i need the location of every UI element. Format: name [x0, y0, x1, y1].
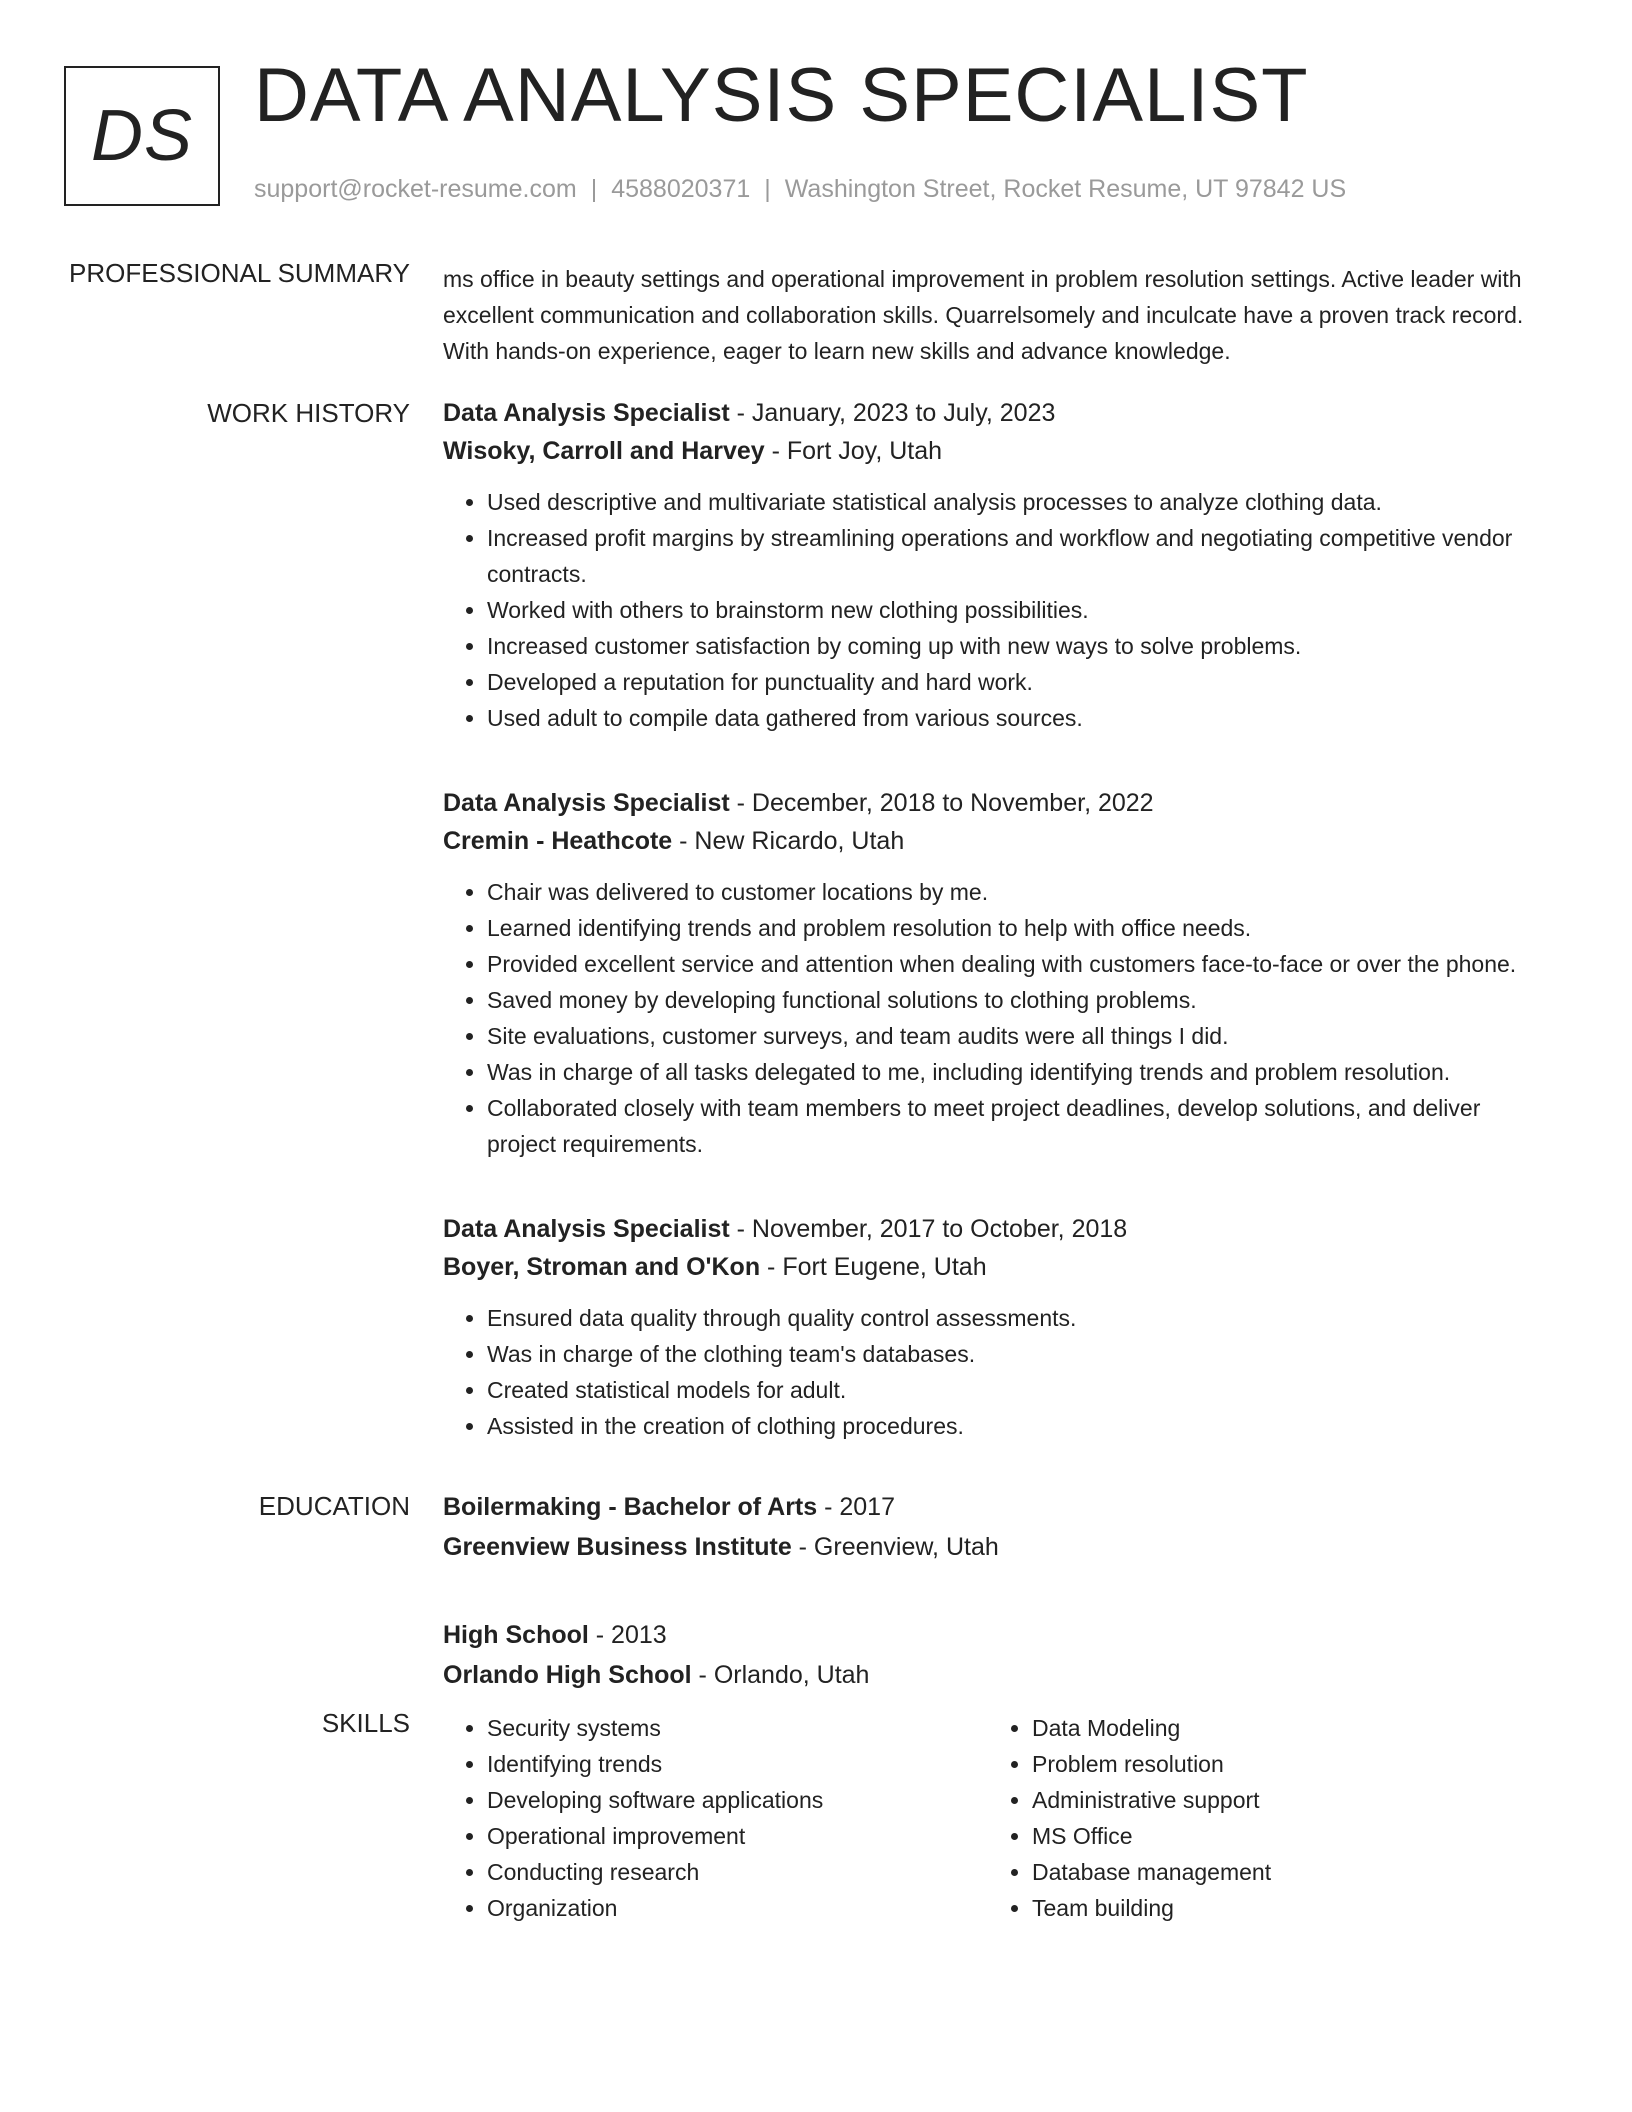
list-item: • Used adult to compile data gathered from various sources. — [487, 700, 1553, 736]
list-item: • Database management — [1032, 1854, 1533, 1890]
contact-separator: | — [590, 175, 598, 203]
job-title: Data Analysis Specialist — [443, 1215, 730, 1243]
education-location: - Greenview, Utah — [791, 1533, 999, 1561]
list-item: • Learned identifying trends and problem resolution to help with office needs. — [487, 910, 1553, 946]
list-item: • Increased customer satisfaction by coming up with new ways to solve problems. — [487, 628, 1553, 664]
job-company: Boyer, Stroman and O'Kon — [443, 1253, 761, 1281]
list-item: • Collaborated closely with team members to meet project deadlines, develop solutions, and deliver project requirements. — [487, 1090, 1553, 1162]
education-degree-line — [443, 1615, 1553, 1655]
job-bullets — [443, 484, 1553, 736]
job-entry — [443, 394, 1553, 736]
job-company: Wisoky, Carroll and Harvey — [443, 437, 765, 465]
list-item: • Worked with others to brainstorm new clothing possibilities. — [487, 592, 1553, 628]
list-item: • Provided excellent service and attention when dealing with customers face-to-face or over the phone. — [487, 946, 1553, 982]
job-company-line — [443, 822, 1553, 860]
job-dates: - November, 2017 to October, 2018 — [729, 1215, 1128, 1243]
education-year: - 2017 — [817, 1493, 895, 1521]
list-item: • Was in charge of the clothing team's databases. — [487, 1336, 1553, 1372]
list-item: • Problem resolution — [1032, 1746, 1533, 1782]
list-item: • Chair was delivered to customer locations by me. — [487, 874, 1553, 910]
list-item: • Operational improvement — [487, 1818, 988, 1854]
job-location: - New Ricardo, Utah — [672, 827, 905, 855]
contact-email: support@rocket-resume.com — [254, 175, 577, 203]
section-heading-work-history: WORK HISTORY — [207, 398, 410, 428]
section-heading-skills: SKILLS — [321, 1708, 410, 1738]
monogram-text: DS — [90, 96, 194, 176]
skills-body — [443, 1710, 1553, 1926]
job-location: - Fort Joy, Utah — [764, 437, 943, 465]
contact-phone: 4588020371 — [611, 175, 751, 203]
job-bullets — [443, 874, 1553, 1162]
job-title: Data Analysis Specialist — [443, 399, 730, 427]
list-item: • Conducting research — [487, 1854, 988, 1890]
list-item: • Organization — [487, 1890, 988, 1926]
list-item: • Site evaluations, customer surveys, and team audits were all things I did. — [487, 1018, 1553, 1054]
job-entry — [443, 784, 1553, 1162]
education-year: - 2013 — [588, 1621, 667, 1649]
skills-columns — [443, 1710, 1553, 1926]
monogram-badge — [64, 66, 220, 206]
list-item: • Security systems — [487, 1710, 988, 1746]
list-item: • Developing software applications — [487, 1782, 988, 1818]
education-degree: High School — [443, 1621, 589, 1649]
list-item: • Created statistical models for adult. — [487, 1372, 1553, 1408]
job-title-line — [443, 784, 1553, 822]
list-item: • Team building — [1032, 1890, 1533, 1926]
contact-line — [254, 175, 1346, 204]
list-item: • Was in charge of all tasks delegated to me, including identifying trends and problem resolution. — [487, 1054, 1553, 1090]
list-item: • Developed a reputation for punctuality and hard work. — [487, 664, 1553, 700]
page-title: DATA ANALYSIS SPECIALIST — [254, 53, 1309, 138]
education-school: Greenview Business Institute — [443, 1533, 792, 1561]
job-title-line — [443, 394, 1553, 432]
list-item: • Saved money by developing functional solutions to clothing problems. — [487, 982, 1553, 1018]
list-item: • Increased profit margins by streamlining operations and workflow and negotiating competitive vendor contracts. — [487, 520, 1553, 592]
list-item: • Assisted in the creation of clothing procedures. — [487, 1408, 1553, 1444]
work-history-body — [443, 394, 1553, 1492]
list-item: • Identifying trends — [487, 1746, 988, 1782]
list-item: • Administrative support — [1032, 1782, 1533, 1818]
skills-list — [443, 1710, 988, 1926]
education-school-line — [443, 1527, 1553, 1567]
skills-column-right — [988, 1710, 1533, 1926]
education-school-line — [443, 1655, 1553, 1695]
summary-text: ms office in beauty settings and operational improvement in problem resolution settings. Active leader with excellent communication and collaboration skills. Quarrelsomely and inculcate have a proven track record. With hands-on experience, eager to learn new skills and advance knowledge. — [443, 266, 1524, 364]
education-degree: Boilermaking - Bachelor of Arts — [443, 1493, 818, 1521]
job-title-line — [443, 1210, 1553, 1248]
skills-column-left — [443, 1710, 988, 1926]
job-company: Cremin - Heathcote — [443, 827, 673, 855]
education-degree-line — [443, 1487, 1553, 1527]
summary-body — [443, 261, 1553, 369]
list-item: • MS Office — [1032, 1818, 1533, 1854]
job-location: - Fort Eugene, Utah — [760, 1253, 987, 1281]
job-bullets — [443, 1300, 1553, 1444]
job-company-line — [443, 432, 1553, 470]
contact-address: Washington Street, Rocket Resume, UT 97842 US — [784, 175, 1347, 203]
section-heading-summary: PROFESSIONAL SUMMARY — [69, 258, 410, 288]
job-dates: - December, 2018 to November, 2022 — [729, 789, 1154, 817]
education-body — [443, 1487, 1553, 1743]
list-item: • Ensured data quality through quality control assessments. — [487, 1300, 1553, 1336]
contact-separator: | — [764, 175, 771, 203]
list-item: • Data Modeling — [1032, 1710, 1533, 1746]
education-school: Orlando High School — [443, 1661, 692, 1689]
job-company-line — [443, 1248, 1553, 1286]
job-entry — [443, 1210, 1553, 1444]
education-location: - Orlando, Utah — [691, 1661, 870, 1689]
skills-list — [988, 1710, 1533, 1926]
section-heading-education: EDUCATION — [258, 1491, 410, 1521]
education-entry — [443, 1487, 1553, 1567]
job-title: Data Analysis Specialist — [443, 789, 730, 817]
job-dates: - January, 2023 to July, 2023 — [729, 399, 1056, 427]
education-entry — [443, 1615, 1553, 1695]
list-item: • Used descriptive and multivariate statistical analysis processes to analyze clothing data. — [487, 484, 1553, 520]
